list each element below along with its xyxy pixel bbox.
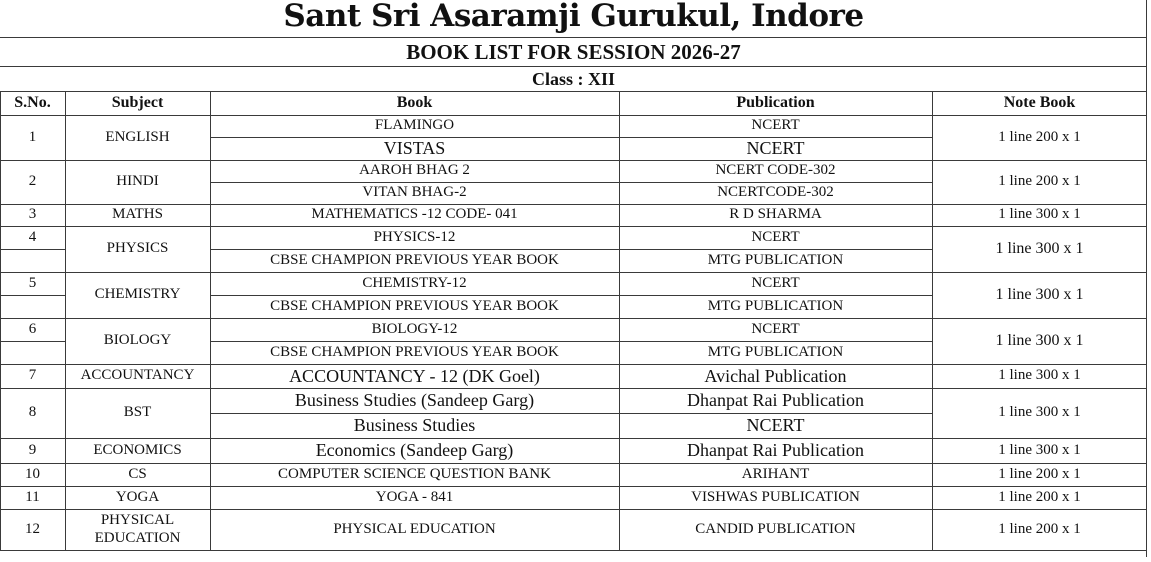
table-row-publication: VISHWAS PUBLICATION: [691, 488, 860, 505]
table-row-subject: HINDI: [116, 173, 159, 190]
table-row-book: CHEMISTRY-12: [362, 274, 467, 291]
table-row-sno: 5: [28, 274, 37, 291]
table-row-book: AAROH BHAG 2: [359, 162, 470, 179]
table-row-notebook: 1 line 300 x 1: [998, 367, 1081, 384]
table-row-book: CBSE CHAMPION PREVIOUS YEAR BOOK: [270, 251, 559, 268]
col-header-publication: Publication: [736, 94, 815, 112]
table-row-sno: 1: [28, 128, 37, 145]
rule: [619, 92, 620, 551]
table-row-subject: MATHS: [112, 206, 163, 223]
rule: [0, 249, 65, 250]
rule: [0, 37, 1147, 38]
class-label: Class : XII: [531, 69, 615, 89]
table-row-sno: 12: [25, 520, 40, 537]
table-row-publication: NCERT: [751, 228, 800, 245]
table-row-book: Economics (Sandeep Garg): [315, 440, 514, 461]
table-row-book: Business Studies (Sandeep Garg): [294, 390, 535, 411]
table-row-publication: NCERT: [751, 274, 800, 291]
table-row-notebook: 1 line 300 x 1: [998, 206, 1081, 223]
col-header-notebook: Note Book: [1003, 94, 1076, 112]
table-row-sno: 7: [28, 367, 37, 384]
table-row-book: PHYSICAL EDUCATION: [333, 520, 496, 537]
table-row-subject: ENGLISH: [105, 128, 170, 145]
table-row-subject: ECONOMICS: [93, 441, 182, 458]
table-row-notebook: 1 line 200 x 1: [998, 488, 1081, 505]
table-row-sno: 2: [28, 173, 37, 190]
table-row-publication: NCERT: [746, 415, 805, 436]
col-header-sno: S.No.: [14, 94, 51, 112]
table-row-subject: BST: [123, 404, 152, 421]
table-row-notebook: 1 line 200 x 1: [998, 465, 1081, 482]
rule: [0, 92, 1, 551]
rule: [0, 66, 1147, 67]
table-row-subject: ACCOUNTANCY: [80, 367, 195, 384]
table-row-notebook: 1 line 300 x 1: [998, 404, 1081, 421]
table-row-sno: 4: [28, 228, 37, 245]
table-row-notebook: 1 line 300 x 1: [995, 285, 1084, 303]
table-row-book: CBSE CHAMPION PREVIOUS YEAR BOOK: [270, 297, 559, 314]
list-title: BOOK LIST FOR SESSION 2026-27: [406, 40, 741, 64]
table-row-notebook: 1 line 300 x 1: [995, 331, 1084, 349]
table-row-book: COMPUTER SCIENCE QUESTION BANK: [278, 465, 551, 482]
table-row-publication: NCERTCODE-302: [717, 184, 834, 201]
table-row-book: Business Studies: [353, 415, 476, 436]
table-row-publication: ARIHANT: [741, 465, 810, 482]
table-row-publication: MTG PUBLICATION: [707, 343, 844, 360]
table-row-subject: BIOLOGY: [103, 332, 172, 349]
table-row-book: YOGA - 841: [375, 488, 454, 505]
col-header-book: Book: [396, 94, 433, 112]
table-row-publication: NCERT: [751, 117, 800, 134]
table-row-notebook: 1 line 300 x 1: [995, 239, 1084, 257]
table-row-publication: NCERT: [751, 320, 800, 337]
table-row-book: CBSE CHAMPION PREVIOUS YEAR BOOK: [270, 343, 559, 360]
rule: [0, 341, 65, 342]
table-row-book: MATHEMATICS -12 CODE- 041: [311, 206, 518, 223]
table-row-notebook: 1 line 200 x 1: [998, 173, 1081, 190]
table-row-notebook: 1 line 200 x 1: [998, 520, 1081, 537]
table-row-book: VITAN BHAG-2: [362, 184, 467, 201]
col-header-subject: Subject: [111, 94, 164, 112]
table-row-publication: Dhanpat Rai Publication: [687, 440, 864, 461]
table-row-subject: YOGA: [115, 488, 160, 505]
table-row-publication: R D SHARMA: [729, 206, 822, 223]
rule: [0, 550, 1147, 551]
rule: [65, 92, 66, 551]
table-row-sno: 10: [25, 465, 40, 482]
rule: [932, 92, 933, 551]
table-row-notebook: 1 line 200 x 1: [998, 128, 1081, 145]
table-row-publication: NCERT: [746, 138, 805, 159]
table-row-book: BIOLOGY-12: [371, 320, 458, 337]
table-row-sno: 9: [28, 441, 37, 458]
table-row-book: PHYSICS-12: [373, 228, 456, 245]
table-row-book: VISTAS: [383, 138, 446, 159]
table-row-sno: 6: [28, 320, 37, 337]
rule: [1146, 92, 1147, 551]
school-name: Sant Sri Asaramji Gurukul, Indore: [283, 0, 864, 34]
table-row-sno: 11: [25, 488, 40, 505]
table-row-book: FLAMINGO: [374, 117, 455, 134]
table-row-publication: Dhanpat Rai Publication: [687, 390, 864, 411]
table-row-publication: MTG PUBLICATION: [707, 297, 844, 314]
table-row-subject: CHEMISTRY: [94, 286, 181, 303]
table-row-subject: PHYSICS: [106, 240, 169, 257]
table-row-sno: 3: [28, 206, 37, 223]
table-row-notebook: 1 line 300 x 1: [998, 441, 1081, 458]
table-row-publication: Avichal Publication: [704, 365, 847, 386]
table-row-subject: CS: [128, 465, 147, 482]
table-row-publication: MTG PUBLICATION: [707, 251, 844, 268]
table-row-book: ACCOUNTANCY - 12 (DK Goel): [289, 365, 540, 386]
rule: [210, 92, 211, 551]
table-row-publication: NCERT CODE-302: [715, 162, 836, 179]
table-row-publication: CANDID PUBLICATION: [695, 520, 856, 537]
rule: [0, 295, 65, 296]
table-row-subject: PHYSICAL EDUCATION: [94, 512, 181, 546]
table-row-sno: 8: [28, 404, 37, 421]
